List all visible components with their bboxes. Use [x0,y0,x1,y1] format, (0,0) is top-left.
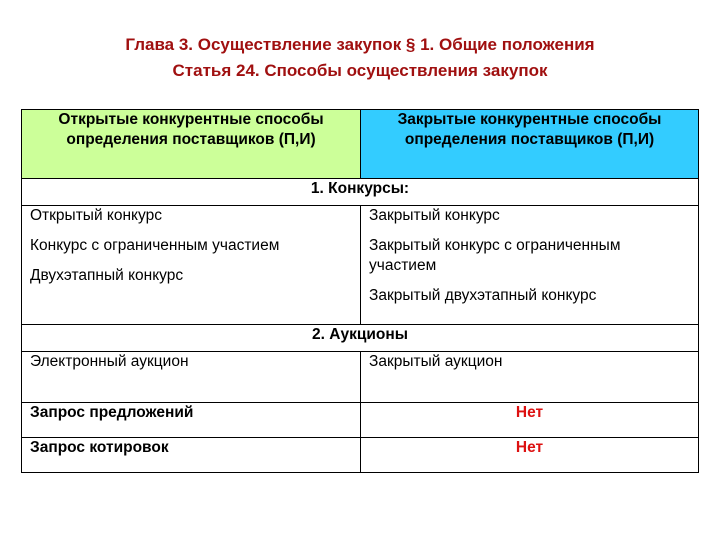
title-line-article: Статья 24. Способы осуществления закупок [172,61,548,80]
slide-title [0,32,720,84]
procurement-methods-table [21,109,699,473]
contests-closed-cell [361,206,699,325]
list-item: Двухэтапный конкурс [30,267,184,284]
list-item: Конкурс с ограниченным участием [30,237,280,254]
auction-closed-cell: Закрытый аукцион [361,352,699,403]
contests-open-cell [22,206,361,325]
list-item: Закрытый двухэтапный конкурс [369,287,597,304]
list-item: Закрытый конкурс [369,207,500,224]
list-item: Открытый конкурс [30,207,162,224]
header-open-methods: Открытые конкурентные способы определения поставщиков (П,И) [22,110,361,179]
auctions-row [22,352,699,403]
section-row-auctions [22,325,699,352]
quotations-closed-net: Нет [361,438,699,473]
section-auctions: 2. Аукционы [22,325,699,352]
section-row-contests [22,179,699,206]
contests-row [22,206,699,325]
auction-open-cell: Электронный аукцион [22,352,361,403]
proposals-request-cell: Запрос предложений [22,403,361,438]
quotations-row [22,438,699,473]
proposals-closed-net: Нет [361,403,699,438]
header-row [22,110,699,179]
section-contests: 1. Конкурсы: [22,179,699,206]
header-closed-methods: Закрытые конкурентные способы определения поставщиков (П,И) [361,110,699,179]
proposals-row [22,403,699,438]
list-item: Закрытый конкурс с ограниченным участием [369,237,621,274]
title-line-chapter: Глава 3. Осуществление закупок § 1. Общие положения [125,35,595,54]
quotations-request-cell: Запрос котировок [22,438,361,473]
